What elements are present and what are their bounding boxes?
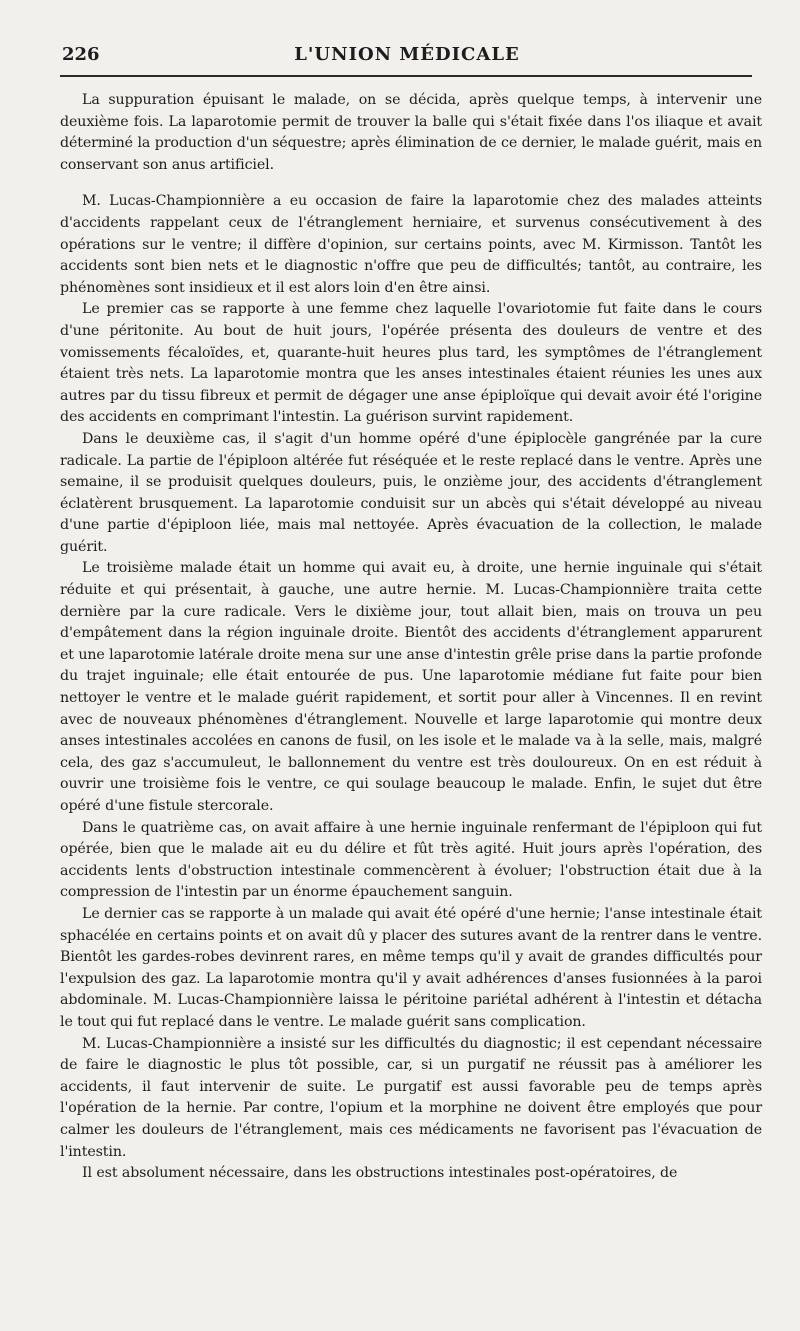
paragraph: M. Lucas-Championnière a insisté sur les difficultés du diagnostic; il est cependant nécessaire de faire le diagnostic le plus tôt possible, car, si un purgatif ne réussit pas à améliorer les accidents, il faut intervenir de suite. Le purgatif est aussi favorable peu de temps après l'opération de la hernie. Par contre, l'opium et la morphine ne doivent être employés que pour calmer les douleurs de l'étranglement, mais ces médicaments ne favorisent pas l'évacuation de l'intestin.: [60, 1035, 762, 1160]
paragraph: Dans le quatrième cas, on avait affaire à une hernie inguinale renfermant de l'épiploon qui fut opérée, bien que le malade ait eu du délire et fût très agité. Huit jours après l'opération, des accidents lents d'obstruction intestinale commencèrent à évoluer; l'obstruction était due à la compression de l'intestin par un énorme épauchement sanguin.: [60, 819, 762, 901]
paragraph: Dans le deuxième cas, il s'agit d'un homme opéré d'une épiplocèle gangrénée par la cure radicale. La partie de l'épiploon altérée fut réséquée et le reste replacé dans le ventre. Après une semaine, il se produisit quelques douleurs, puis, le onzième jour, des accidents d'étranglement éclatèrent brusquement. La laparotomie conduisit sur un abcès qui s'était développé au niveau d'une partie d'épiploon liée, mais mal nettoyée. Après évacuation de la collection, le malade guérit.: [60, 430, 762, 555]
paragraph: Le troisième malade était un homme qui avait eu, à droite, une hernie inguinale qui s'était réduite et qui présentait, à gauche, une autre hernie. M. Lucas-Championnière traita cette dernière par la cure radicale. Vers le dixième jour, tout allait bien, mais on trouva un peu d'empâtement dans la région inguinale droite. Bientôt des accidents d'étranglement apparurent et une laparotomie latérale droite mena sur une anse d'intestin grêle prise dans la partie profonde du trajet inguinale; elle était entourée de pus. Une laparotomie médiane fut faite pour bien nettoyer le ventre et le malade guérit rapidement, et sortit pour aller à Vincennes. Il en revint avec de nouveaux phénomènes d'étranglement. Nouvelle et large laparotomie qui montre deux anses intestinales accolées en canons de fusil, on les isole et le malade va à la selle, mais, malgré cela, des gaz s'accumuleut, le ballonnement du ventre est très douloureux. On en est réduit à ouvrir une troisième fois le ventre, ce qui soulage beaucoup le malade. Enfin, le sujet dut être opéré d'une fistule stercorale.: [60, 560, 762, 814]
paragraph: La suppuration épuisant le malade, on se décida, après quelque temps, à intervenir une deuxième fois. La laparotomie permit de trouver la balle qui s'était fixée dans l'os iliaque et avait déterminé la production d'un séquestre; après élimination de ce dernier, le malade guérit, mais en conservant son anus artificiel.: [60, 92, 762, 173]
page-number: 226: [62, 44, 100, 65]
running-head: [62, 44, 752, 70]
paragraph: Le dernier cas se rapporte à un malade qui avait été opéré d'une hernie; l'anse intestinale était sphacélée en certains points et on avait dû y placer des sutures avant de la rentrer dans le ventre. Bientôt les gardes-robes devinrent rares, en même temps qu'il y avait de grandes difficultés pour l'expulsion des gaz. La laparotomie montra qu'il y avait adhérences d'anses fusionnées à la paroi abdominale. M. Lucas-Championnière laissa le péritoine pariétal adhérent à l'intestin et détacha le tout qui fut replacé dans le ventre. Le malade guérit sans complication.: [60, 905, 762, 1030]
header-rule: [60, 75, 752, 77]
paragraph: M. Lucas-Championnière a eu occasion de faire la laparotomie chez des malades atteints d'accidents rappelant ceux de l'étranglement herniaire, et survenus consécutivement à des opérations sur le ventre; il diffère d'opinion, sur certains points, avec M. Kirmisson. Tantôt les accidents sont bien nets et le diagnostic n'offre que peu de difficultés; tantôt, au contraire, les phénomènes sont insidieux et il est alors loin d'en être ainsi.: [60, 193, 762, 296]
paragraph: Le premier cas se rapporte à une femme chez laquelle l'ovariotomie fut faite dans le cours d'une péritonite. Au bout de huit jours, l'opérée présenta des douleurs de ventre et des vomissements fécaloïdes, et, quarante-huit heures plus tard, les symptômes de l'étranglement étaient très nets. La laparotomie montra que les anses intestinales étaient réunies les unes aux autres par du tissu fibreux et permit de dégager une anse épiploïque qui devait avoir été l'origine des accidents en comprimant l'intestin. La guérison survint rapidement.: [60, 301, 762, 426]
journal-title: L'UNION MÉDICALE: [294, 44, 520, 65]
article-body: [60, 90, 762, 1185]
paragraph: Il est absolument nécessaire, dans les obstructions intestinales post-opératoires, de: [82, 1165, 678, 1182]
